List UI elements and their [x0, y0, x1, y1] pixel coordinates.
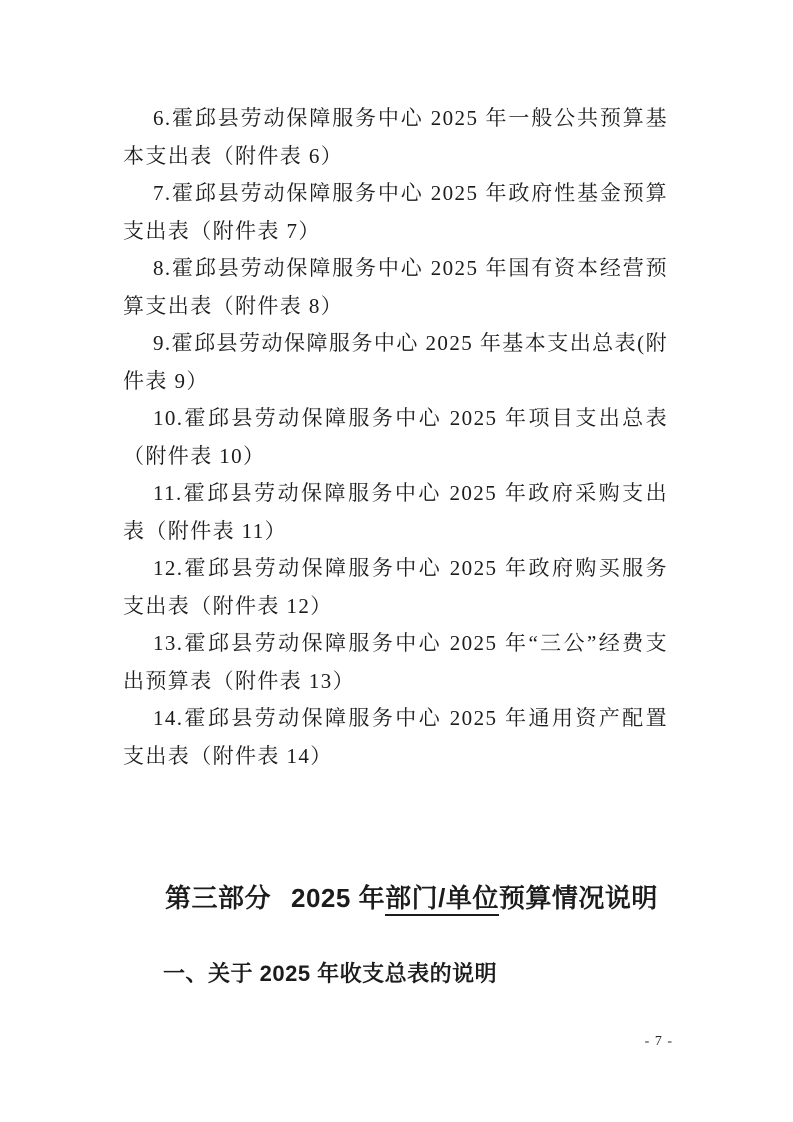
subsection-title: 一、关于 2025 年收支总表的说明 — [163, 961, 498, 986]
list-item-14: 14.霍邱县劳动保障服务中心 2025 年通用资产配置支出表（附件表 14） — [123, 706, 668, 768]
section-title — [123, 879, 683, 917]
list-item-6: 6.霍邱县劳动保障服务中心 2025 年一般公共预算基本支出表（附件表 6） — [123, 106, 668, 168]
section-title-part1: 第三部分 — [165, 883, 272, 913]
list-item-7: 7.霍邱县劳动保障服务中心 2025 年政府性基金预算支出表（附件表 7） — [123, 181, 668, 243]
list-item-8: 8.霍邱县劳动保障服务中心 2025 年国有资本经营预算支出表（附件表 8） — [123, 256, 668, 318]
list-item-10: 10.霍邱县劳动保障服务中心 2025 年项目支出总表（附件表 10） — [123, 406, 668, 468]
page-number: - 7 - — [644, 1034, 673, 1049]
section-title-part3: 预算情况说明 — [498, 883, 658, 913]
list-item-11: 11.霍邱县劳动保障服务中心 2025 年政府采购支出表（附件表 11） — [123, 481, 668, 543]
section-title-underlined: 部门/单位 — [385, 883, 499, 916]
attachment-table-list — [123, 100, 668, 775]
list-item-13: 13.霍邱县劳动保障服务中心 2025 年“三公”经费支出预算表（附件表 13） — [123, 631, 668, 693]
list-item-12: 12.霍邱县劳动保障服务中心 2025 年政府购买服务支出表（附件表 12） — [123, 556, 668, 618]
section-title-part2: 2025 年 — [291, 883, 386, 913]
list-item-9: 9.霍邱县劳动保障服务中心 2025 年基本支出总表(附件表 9） — [123, 331, 668, 393]
